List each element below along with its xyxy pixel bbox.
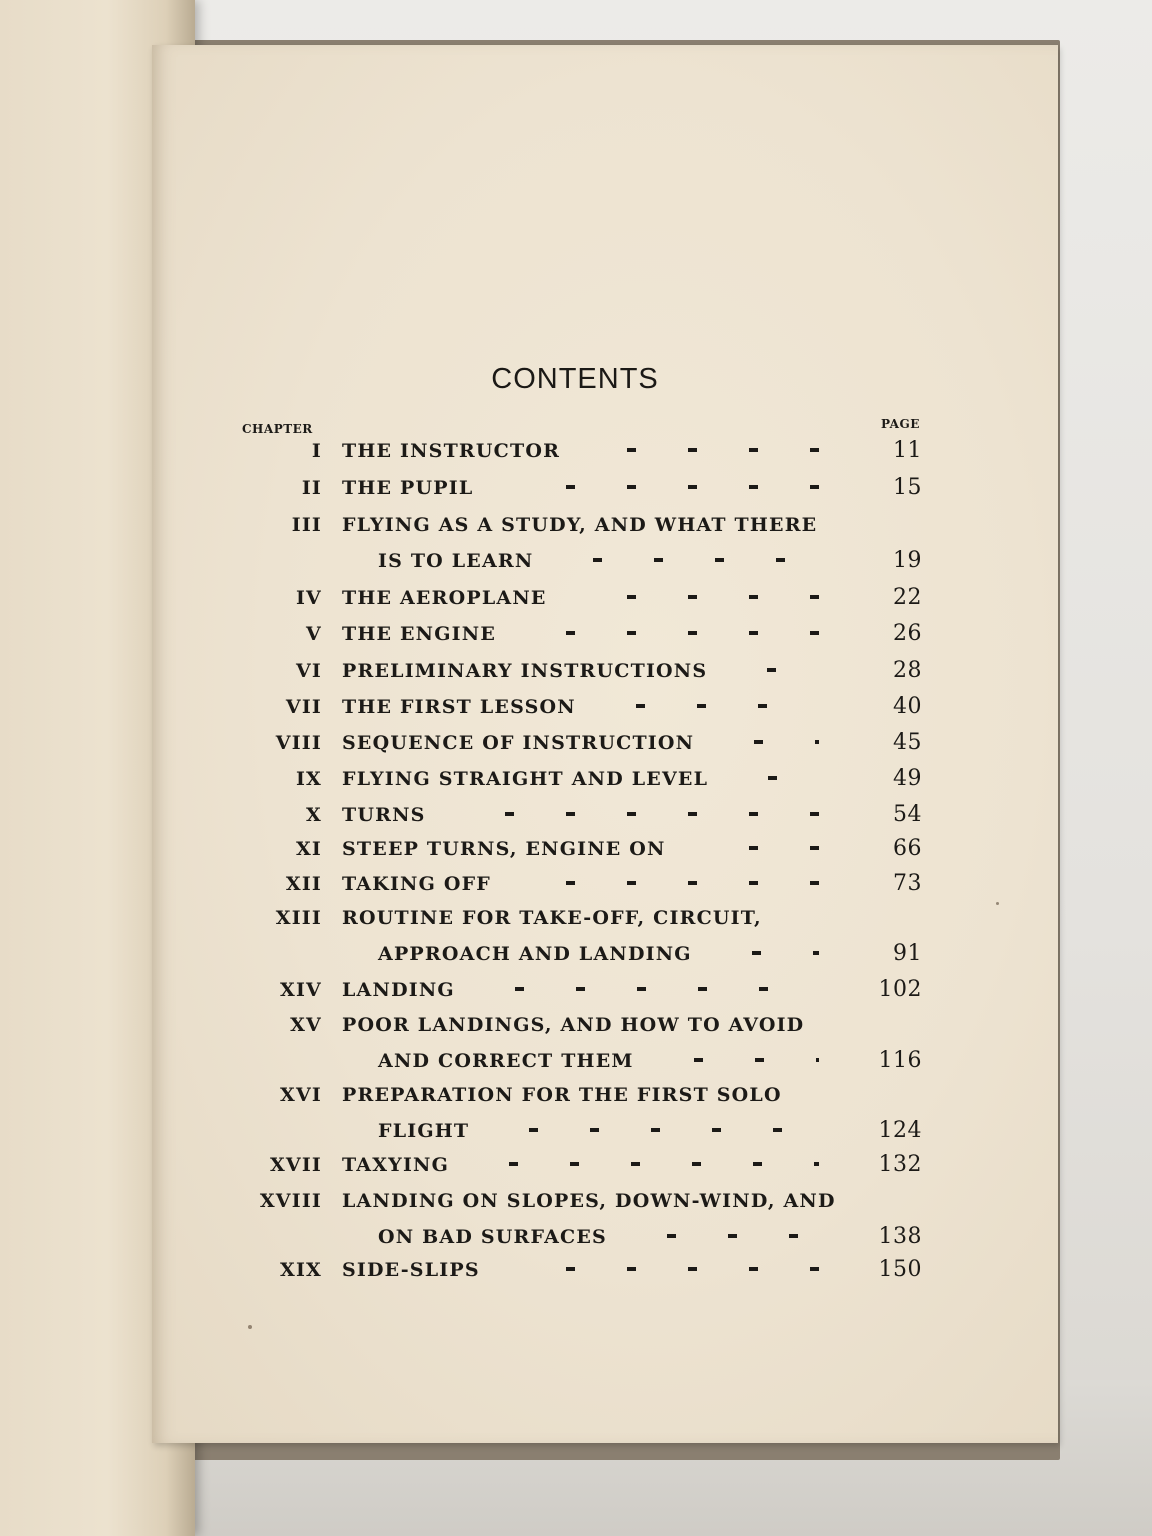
page-number: 40 xyxy=(893,694,922,719)
dot-leaders xyxy=(477,1120,819,1142)
chapter-title: THE PUPIL xyxy=(342,477,474,499)
chapter-title-line xyxy=(342,587,819,609)
dot-leaders xyxy=(481,477,819,499)
chapter-title: PRELIMINARY INSTRUCTIONS xyxy=(342,660,708,682)
chapter-title: LANDING ON SLOPES, DOWN-WIND, AND xyxy=(342,1190,836,1212)
dot-leaders xyxy=(615,1226,819,1248)
chapter-title-line xyxy=(342,1259,819,1281)
chapter-title-continuation: APPROACH AND LANDING xyxy=(378,943,692,965)
contents-page xyxy=(152,45,1058,1443)
chapter-number: VI xyxy=(295,660,322,682)
toc-entry xyxy=(252,477,932,511)
chapter-title-line xyxy=(342,838,819,860)
dot-leaders xyxy=(568,440,819,462)
dot-leaders xyxy=(642,1050,819,1072)
chapter-title-continuation: ON BAD SURFACES xyxy=(378,1226,607,1248)
dot-leaders xyxy=(541,550,819,572)
chapter-title: STEEP TURNS, ENGINE ON xyxy=(342,838,666,860)
page-number: 102 xyxy=(878,977,922,1002)
chapter-title-continuation-line xyxy=(378,1226,819,1248)
toc-entry xyxy=(252,873,932,907)
chapter-number: XIX xyxy=(280,1259,322,1281)
chapter-title: TURNS xyxy=(342,804,426,826)
page-number: 124 xyxy=(878,1118,922,1143)
toc-entry xyxy=(252,623,932,657)
chapter-title: THE INSTRUCTOR xyxy=(342,440,561,462)
chapter-title-continuation: IS TO LEARN xyxy=(378,550,534,572)
chapter-title-line xyxy=(342,1084,819,1106)
chapter-number: VII xyxy=(285,696,322,718)
dot-leaders xyxy=(463,979,819,1001)
page-content xyxy=(152,45,1058,1443)
page-number: 54 xyxy=(893,802,922,827)
toc-entry xyxy=(252,1084,932,1143)
toc-entry xyxy=(252,907,932,966)
dot-leaders xyxy=(434,804,819,826)
chapter-number: X xyxy=(306,804,322,826)
toc-entry xyxy=(252,1014,932,1073)
page-number: 45 xyxy=(893,730,922,755)
toc-entry xyxy=(252,804,932,838)
chapter-title-continuation-line xyxy=(378,550,819,572)
page-number: 150 xyxy=(878,1257,922,1282)
chapter-title: POOR LANDINGS, AND HOW TO AVOID xyxy=(342,1014,805,1036)
chapter-number: II xyxy=(301,477,322,499)
toc-entry xyxy=(252,440,932,474)
chapter-number: III xyxy=(291,514,322,536)
dot-leaders xyxy=(504,623,819,645)
page-number: 28 xyxy=(893,658,922,683)
toc-entry xyxy=(252,660,932,694)
chapter-number: VIII xyxy=(275,732,322,754)
dot-leaders xyxy=(584,696,819,718)
chapter-title-continuation: FLIGHT xyxy=(378,1120,470,1142)
toc-entry xyxy=(252,979,932,1013)
page-number: 22 xyxy=(893,585,922,610)
chapter-title-continuation-line xyxy=(378,943,819,965)
chapter-number: XI xyxy=(295,838,322,860)
chapter-number: IX xyxy=(295,768,322,790)
chapter-title: SIDE-SLIPS xyxy=(342,1259,480,1281)
toc-entry xyxy=(252,1154,932,1188)
chapter-title-line xyxy=(342,440,819,462)
chapter-title: SEQUENCE OF INSTRUCTION xyxy=(342,732,695,754)
page-number: 11 xyxy=(893,438,922,463)
toc-entry xyxy=(252,587,932,621)
page-number: 19 xyxy=(893,548,922,573)
chapter-title-line xyxy=(342,1014,819,1036)
chapter-title-continuation: AND CORRECT THEM xyxy=(378,1050,634,1072)
dot-leaders xyxy=(674,838,819,860)
page-title: CONTENTS xyxy=(491,363,659,395)
chapter-title: FLYING STRAIGHT AND LEVEL xyxy=(342,768,709,790)
chapter-title: TAXYING xyxy=(342,1154,450,1176)
chapter-title-line xyxy=(342,804,819,826)
chapter-number: XVII xyxy=(269,1154,322,1176)
chapter-title-line xyxy=(342,873,819,895)
chapter-number: I xyxy=(311,440,322,462)
dot-leaders xyxy=(700,943,819,965)
dot-leaders xyxy=(716,768,819,790)
page-number: 49 xyxy=(893,766,922,791)
page-number: 91 xyxy=(893,941,922,966)
chapter-number: XV xyxy=(290,1014,322,1036)
page-column-header: PAGE xyxy=(881,417,920,431)
dot-leaders xyxy=(499,873,819,895)
chapter-title-line xyxy=(342,907,819,929)
chapter-title-line xyxy=(342,1154,819,1176)
toc-entry xyxy=(252,1259,932,1293)
chapter-title-line xyxy=(342,979,819,1001)
page-number: 73 xyxy=(893,871,922,896)
chapter-number: IV xyxy=(295,587,322,609)
dot-leaders xyxy=(488,1259,819,1281)
toc-entry xyxy=(252,514,932,573)
toc-entry xyxy=(252,768,932,802)
chapter-title: LANDING xyxy=(342,979,455,1001)
chapter-title: TAKING OFF xyxy=(342,873,491,895)
page-number: 116 xyxy=(878,1048,922,1073)
chapter-number: XVI xyxy=(280,1084,322,1106)
chapter-title: ROUTINE FOR TAKE-OFF, CIRCUIT, xyxy=(342,907,762,929)
page-number: 15 xyxy=(893,475,922,500)
chapter-title-line xyxy=(342,696,819,718)
chapter-title-line xyxy=(342,732,819,754)
chapter-title-continuation-line xyxy=(378,1050,819,1072)
page-number: 26 xyxy=(893,621,922,646)
chapter-title-continuation-line xyxy=(378,1120,819,1142)
chapter-number: XIV xyxy=(280,979,322,1001)
chapter-title-line xyxy=(342,623,819,645)
page-number: 132 xyxy=(878,1152,922,1177)
chapter-number: V xyxy=(306,623,322,645)
chapter-number: XIII xyxy=(275,907,322,929)
chapter-number: XII xyxy=(285,873,322,895)
paper-spot xyxy=(248,1325,252,1329)
chapter-title-line xyxy=(342,514,819,536)
chapter-title: FLYING AS A STUDY, AND WHAT THERE xyxy=(342,514,818,536)
dot-leaders xyxy=(702,732,819,754)
chapter-number: XVIII xyxy=(259,1190,322,1212)
chapter-column-header: CHAPTER xyxy=(242,422,313,436)
page-number: 66 xyxy=(893,836,922,861)
toc-entry xyxy=(252,1190,932,1249)
toc-entry xyxy=(252,732,932,766)
chapter-title: THE ENGINE xyxy=(342,623,496,645)
toc-entry xyxy=(252,838,932,872)
dot-leaders xyxy=(555,587,819,609)
chapter-title: PREPARATION FOR THE FIRST SOLO xyxy=(342,1084,782,1106)
chapter-title: THE AEROPLANE xyxy=(342,587,547,609)
chapter-title-line xyxy=(342,477,819,499)
page-number: 138 xyxy=(878,1224,922,1249)
paper-spot xyxy=(996,902,999,905)
chapter-title-line xyxy=(342,660,819,682)
dot-leaders xyxy=(457,1154,819,1176)
dot-leaders xyxy=(715,660,819,682)
chapter-title-line xyxy=(342,768,819,790)
chapter-title: THE FIRST LESSON xyxy=(342,696,576,718)
chapter-title-line xyxy=(342,1190,836,1212)
toc-entry xyxy=(252,696,932,730)
